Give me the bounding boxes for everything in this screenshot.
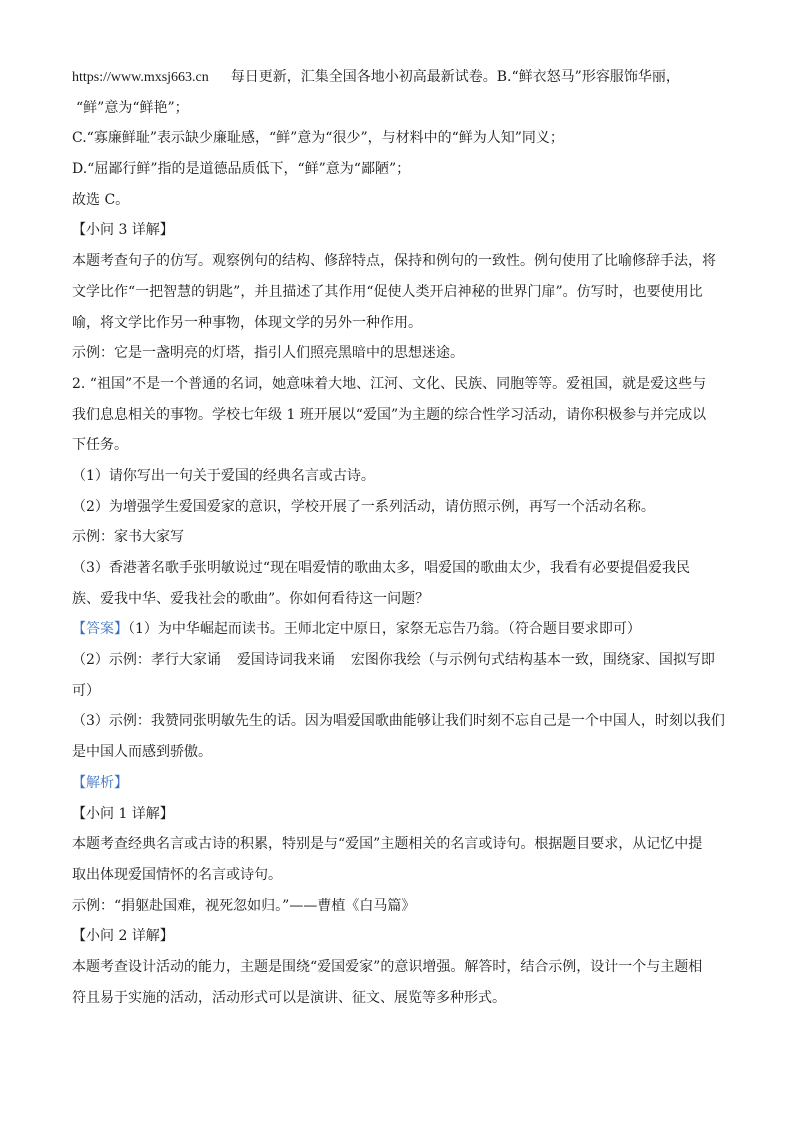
answer-line <box>72 614 722 645</box>
header-line <box>72 62 722 93</box>
analysis-line <box>72 768 722 799</box>
answer-line: （3）示例：我赞同张明敏先生的话。因为唱爱国歌曲能够让我们时刻不忘自己是一个中国人，时刻以我们 <box>72 713 725 730</box>
paragraph-line: 本题考查经典名言或古诗的积累，特别是与“爱国”主题相关的名言或诗句。根据题目要求，从记忆中提 <box>72 836 703 853</box>
paragraph-line: 本题考查设计活动的能力，主题是围绕“爱国爱家”的意识增强。解答时，结合示例，设计一个与主题相 <box>72 958 703 975</box>
paragraph-line: “鲜”意为“鲜艳”； <box>76 99 189 116</box>
answer-line: 可） <box>72 682 100 699</box>
example-line: 示例：家书大家写 <box>72 529 184 546</box>
section-heading: 【小问 3 详解】 <box>72 222 174 239</box>
paragraph-line: 故选 C。 <box>72 191 130 208</box>
answer-text: 宏图你我绘（与示例句式结构基本一致，围绕家、国拟写即 <box>350 652 715 669</box>
example-line: 示例：“捐躯赴国难，视死忽如归。”——曹植《白马篇》 <box>72 897 416 914</box>
analysis-tag: 【解析】 <box>72 774 128 791</box>
sub-question: 族、爱我中华、爱我社会的歌曲”。你如何看待这一问题？ <box>72 590 430 607</box>
question-line: 2. “祖国”不是一个普通的名词，她意味着大地、江河、文化、民族、同胞等等。爱祖国，就是爱这些与 <box>72 375 707 392</box>
answer-text: （2）示例：孝行大家诵 <box>72 652 221 669</box>
source-url[interactable]: https://www.mxsj663.cn <box>72 70 209 85</box>
paragraph-line: 文学比作“一把智慧的钥匙”，并且描述了其作用“促使人类开启神秘的世界门扉”。仿写时，也要使用比 <box>72 283 703 300</box>
paragraph-line: 符且易于实施的活动，活动形式可以是演讲、征文、展览等多种形式。 <box>72 989 506 1006</box>
example-line: 示例：它是一盏明亮的灯塔，指引人们照亮黑暗中的思想迷途。 <box>72 345 464 362</box>
document-body <box>72 62 725 1013</box>
answer-tag: 【答案】 <box>72 621 128 638</box>
paragraph-line: D.“屈鄙行鲜”指的是道德品质低下，“鲜”意为“鄙陋”； <box>72 161 411 178</box>
source-tagline: 每日更新，汇集全国各地小初高最新试卷。 <box>230 69 497 85</box>
section-heading: 【小问 1 详解】 <box>72 805 174 822</box>
answer-line: 是中国人而感到骄傲。 <box>72 744 212 761</box>
answer-text: 爱国诗词我来诵 <box>236 652 335 669</box>
question-line: 下任务。 <box>72 437 128 454</box>
sub-question: （3）香港著名歌手张明敏说过“现在唱爱情的歌曲太多，唱爱国的歌曲太少，我看有必要提倡爱我民 <box>72 560 691 576</box>
paragraph-line: 喻，将文学比作另一种事物，体现文学的另外一种作用。 <box>72 314 422 331</box>
answer-line <box>72 645 722 676</box>
question-line: 我们息息相关的事物。学校七年级 1 班开展以“爱国”为主题的综合性学习活动，请你积极参与并完成以 <box>72 406 707 423</box>
sub-question: （2）为增强学生爱国爱家的意识，学校开展了一系列活动，请仿照示例，再写一个活动名称。 <box>72 498 655 515</box>
paragraph-line: 取出体现爱国情怀的名言或诗句。 <box>72 866 282 883</box>
answer-text: （1）为中华崛起而读书。王师北定中原日，家祭无忘告乃翁。（符合题目要求即可） <box>128 621 641 638</box>
paragraph-line: 本题考查句子的仿写。观察例句的结构、修辞特点，保持和例句的一致性。例句使用了比喻修辞手法，将 <box>72 253 716 270</box>
paragraph-line: C.“寡廉鲜耻”表示缺少廉耻感，“鲜”意为“很少”，与材料中的“鲜为人知”同义； <box>72 130 564 147</box>
option-b-text: B.“鲜衣怒马”形容服饰华丽， <box>496 69 680 85</box>
section-heading: 【小问 2 详解】 <box>72 928 174 945</box>
sub-question: （1）请你写出一句关于爱国的经典名言或古诗。 <box>72 467 375 484</box>
